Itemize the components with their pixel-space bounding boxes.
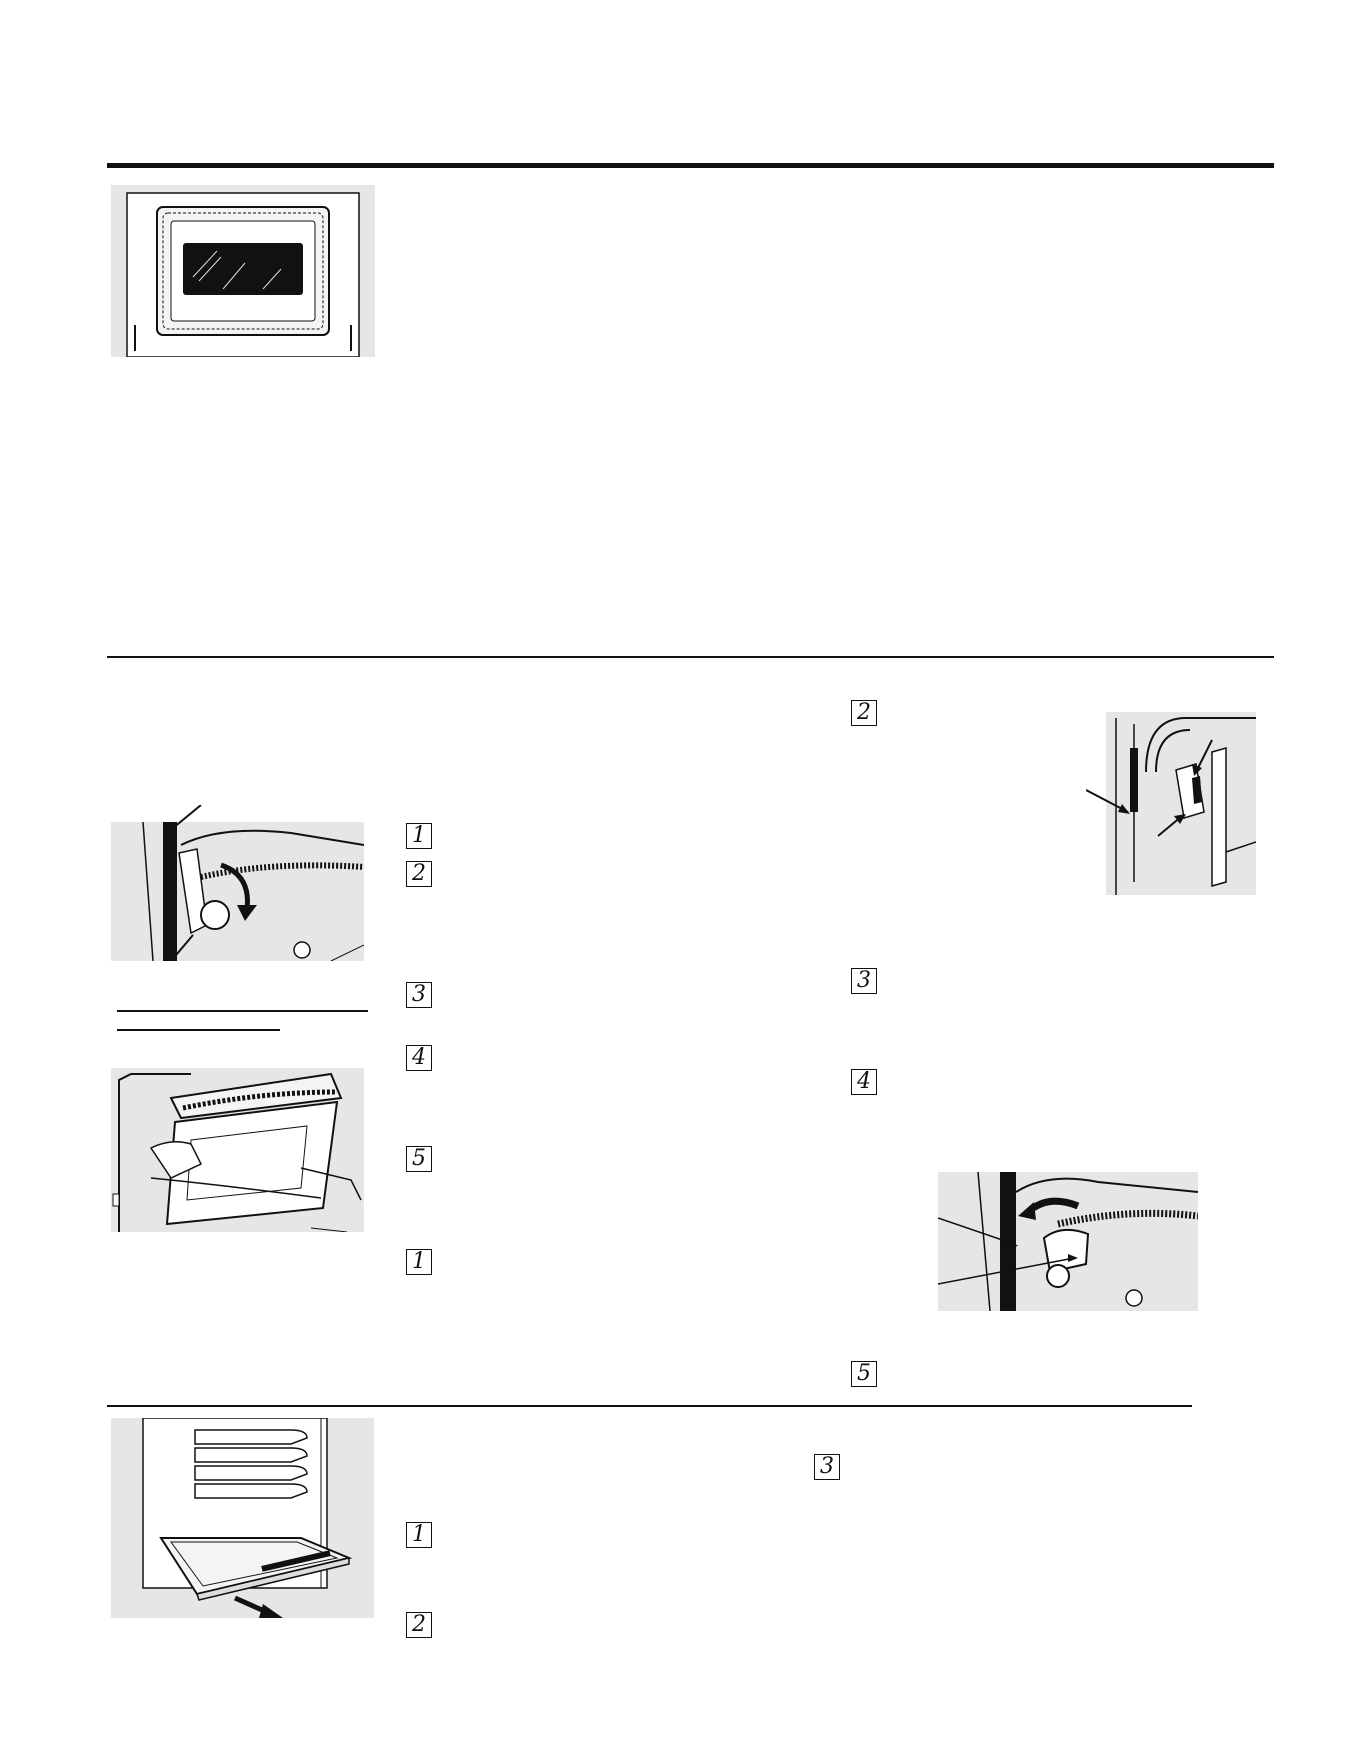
oven-door-figure bbox=[111, 185, 375, 357]
step-replace-5: 5 bbox=[851, 1361, 877, 1387]
lifting-door-icon bbox=[111, 1068, 364, 1232]
step-door-5: 5 bbox=[406, 1146, 432, 1172]
top-section-rule bbox=[107, 163, 1274, 168]
step-replace-2: 2 bbox=[851, 700, 877, 726]
drawer-pull-icon bbox=[111, 1418, 374, 1618]
step-door-4: 4 bbox=[406, 1045, 432, 1071]
hinge-lock-icon bbox=[111, 805, 364, 961]
step-replace-1: 1 bbox=[406, 1249, 432, 1275]
caption-rule-long bbox=[117, 1010, 368, 1012]
lifting-door-figure bbox=[111, 1068, 364, 1232]
step-drawer-3: 3 bbox=[814, 1454, 840, 1480]
caption-rule-short bbox=[117, 1029, 280, 1031]
hinge-lock-figure bbox=[111, 805, 364, 961]
step-door-3: 3 bbox=[406, 982, 432, 1008]
step-door-2: 2 bbox=[406, 861, 432, 887]
hinge-slot-icon bbox=[1086, 712, 1256, 895]
step-door-1: 1 bbox=[406, 823, 432, 849]
step-replace-3: 3 bbox=[851, 968, 877, 994]
step-drawer-1: 1 bbox=[406, 1522, 432, 1548]
oven-door-window-icon bbox=[111, 185, 375, 357]
bottom-section-rule bbox=[107, 1405, 1192, 1407]
hinge-arm-replace-icon bbox=[938, 1172, 1198, 1311]
step-replace-4: 4 bbox=[851, 1069, 877, 1095]
hinge-arm-replace-figure bbox=[938, 1172, 1198, 1311]
hinge-slot-figure bbox=[1086, 712, 1256, 895]
drawer-pull-figure bbox=[111, 1418, 374, 1618]
step-drawer-2: 2 bbox=[406, 1612, 432, 1638]
middle-section-rule bbox=[107, 656, 1274, 658]
